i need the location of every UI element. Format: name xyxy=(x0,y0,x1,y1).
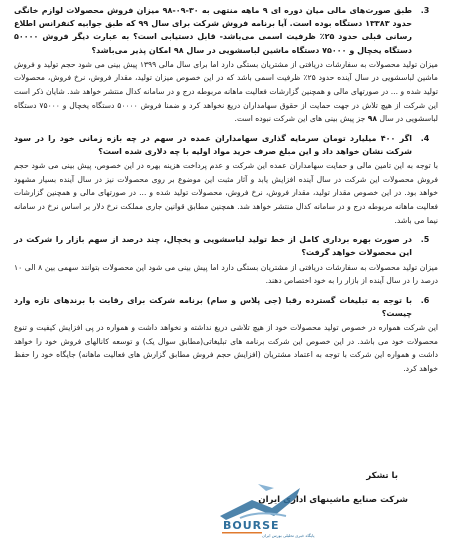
answer-text-part: جز پیش بینی های این شرکت نبوده است. xyxy=(234,114,366,124)
question-3 xyxy=(14,4,438,57)
logo-wordmark: BOURSE xyxy=(223,519,280,532)
question-text: با توجه به تبلیغات گسترده رقبا (جی پلاس و سام) برنامه شرکت برای رقابت با برندهای تازه وارد چیست؟ xyxy=(14,295,412,318)
logo-subtitle: پایگاه خبری تحلیلی بورس ایران xyxy=(262,533,315,538)
question-text: اگر ۴۰۰ میلیارد تومان سرمایه گذاری سهامداران عمده در سهم در چه بازه زمانی خود را در سود شرکت نشان خواهد داد و این مبلغ صرف خرید مواد اولیه با چه دلاری شده است؟ xyxy=(14,133,413,156)
answer-5: میزان تولید محصولات به سفارشات دریافتی از مشتریان بستگی دارد اما پیش بینی می شود این محصولات بتوانند سهمی بین ۸ الی ۱۰ درصد را در سال آینده از بازار را به خود اختصاص دهند. xyxy=(14,262,438,286)
question-text: در صورت بهره برداری کامل از خط تولید لباسشویی و یخچال، چند درصد از سهم بازار را شرکت در این محصولات خواهد گرفت؟ xyxy=(14,235,412,258)
answer-text-part: میزان تولید محصولات به سفارشات دریافتی از مشتریان بستگی دارد اما برای سال مالی ۱۳۹۹ پیش بینی می شود حجم تولید و فروش ماشین لباسشویی در سال آینده حدود ۲۵٪ ظرفیت اسمی باشد که در این خصوص میزان تولید، مقدار فروش، نرخ فروش، محصولات تولید شده و ... در صورتهای مالی و همچنین گزارشات فعالیت ماهانه مربوطه درج و در سامانه کدال منتشر خواهد شد. شایان ذکر است این شرکت از هیچ تلاش در جهت حمایت از حقوق سهامداران دریغ نخواهد کرد و ضمنا فروش ۵۰۰۰۰ دستگاه یخچال و ۷۵۰۰۰ دستگاه لباسشویی در سال xyxy=(14,59,438,124)
answer-year-bold: ۹۸ xyxy=(367,114,378,124)
answer-6: این شرکت همواره در خصوص تولید محصولات خود از هیچ تلاشی دریغ نداشته و نخواهد داشت و همواره در پی افزایش کیفیت و تنوع محصولات خود می باشد. در این خصوص این شرکت برنامه های تبلیغاتی(مطابق سوال یک) و توسعه کانالهای فروش خود را خواهد داشت و همواره این شرکت با توجه به اعتماد مشتریان (افزایش حجم فروش مطابق گزارش های فعالیت ماهانه) جایگاه خود را حفظ خواهد کرد. xyxy=(14,323,438,373)
answer-4: با توجه به این تامین مالی و حمایت سهامداران عمده این شرکت و عدم پرداخت هزینه بهره در این خصوص، پیش بینی می شود حجم فروش محصولات این شرکت در سال آینده افزایش یابد و آثار مثبت این موضوع بر روی محصولات نیز در سال آینده بسیار مشهود خواهد بود. در این خصوص مقدار تولید، مقدار فروش، نرخ فروش، محصولات تولید شده و ... در صورتهای مالی و همچنین گزارشات فعالیت ماهانه مربوطه درج و در سامانه کدال منتشر خواهد شد. همچنین مطابق قوانین جاری مملکت نرخ دلار بر اساس نرخ در سامانه نیما می باشد. xyxy=(14,161,438,225)
question-item-3 xyxy=(14,4,438,126)
question-number: 6. xyxy=(420,295,430,305)
thanks-text: با تشکر xyxy=(366,471,398,481)
company-name: شرکت صنایع ماشینهای اداری ایران xyxy=(258,495,408,505)
document-body xyxy=(14,4,438,382)
question-4 xyxy=(14,132,438,158)
question-item-4 xyxy=(14,132,438,227)
question-item-6 xyxy=(14,294,438,376)
question-number: 4. xyxy=(420,133,430,143)
bourse-logo xyxy=(200,482,318,538)
question-number: 3. xyxy=(420,6,430,15)
question-5 xyxy=(14,233,438,259)
question-item-5 xyxy=(14,233,438,288)
question-number: 5. xyxy=(420,235,430,245)
question-text: طبق صورت‌های مالی میان دوره ای ۹ ماهه منتهی به ۳۰-۰۹-۹۸ میزان فروش محصولات لوازم خانگی حدود ۱۳۳۸۳ دستگاه بوده است. آیا برنامه فروش شرکت برای سال ۹۹ که طبق جوابیه کنفرانس اطلاع رسانی قبلی حدود ۲۵٪ ظرفیت اسمی می‌باشد- قابل دستیابی است؟ به عبارت دیگر فروش ۵۰۰۰۰ دستگاه یخچال و ۷۵۰۰۰ دستگاه ماشین لباسشویی در سال ۹۸ امکان پذیر می‌باشد؟ xyxy=(14,6,413,55)
answer-3 xyxy=(14,58,438,126)
question-6 xyxy=(14,294,438,320)
